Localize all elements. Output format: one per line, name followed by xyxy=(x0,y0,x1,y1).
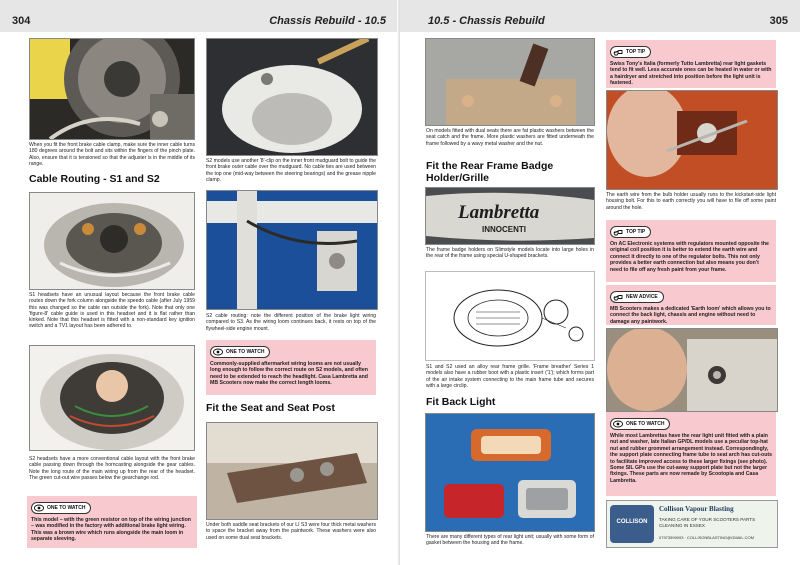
photo-s2-headset xyxy=(29,345,195,451)
eye-icon xyxy=(34,504,44,512)
note-text-2: Commonly-supplied aftermarket wiring looms are not usually long enough to follow the correct route on S2 models, and often need to be extended to reach the headlight. Casa Lambretta and MB Scooters now make the correct length looms. xyxy=(210,361,368,387)
pointing-hand-icon xyxy=(613,48,623,56)
tip-text-3: MB Scooters makes a dedicated 'Earth loom' which allows you to connect the back light, chassis and engine without need to damage any paintwork. xyxy=(610,306,771,325)
badge-label: ONE TO WATCH xyxy=(47,505,86,511)
badge-top-tip-2 xyxy=(610,226,651,238)
photo-frame-badge xyxy=(425,187,595,245)
tip-text-1: Swiss Tony's Italia (formerly Tutto Lambretta) rear light gaskets tend to fit well. Less accurate ones can be heated in water or with a hairdryer and stretched into position before the light unit is fastened. xyxy=(610,61,772,87)
badge-text-lambretta: Lambretta xyxy=(458,202,540,223)
left-running-title: Chassis Rebuild - 10.5 xyxy=(269,15,386,27)
advert-logo-text: COLLISON xyxy=(616,519,648,525)
note-text-3: While most Lambrettas have the rear light unit fitted with a plain nut and washer, late Italian GP/DL models use a peculiar top-hat nut and rubber grommet arrangement instead. Correspondingly, the support plate connecting frame tube to seat arch has cut-outs to facilitate improved access to these larger fixings (see photo). Some SIL GPs use the cut-away support plate but not the larger fixings. These parts are now remade by Scootopia and Casa Lambretta. xyxy=(610,433,772,484)
badge-one-to-watch-2 xyxy=(210,346,270,358)
caption-mudguard-clip: S2 models use another '8'-clip on the inner front mudguard bolt to guide the front brake outer cable over the mudguard. No cable ties are used between the top one (mid-way between the steering bearings) and the grease nipple clamp. xyxy=(206,158,376,183)
photo-s1-headset xyxy=(29,192,195,290)
tip-top-tip-2 xyxy=(606,220,776,282)
badge-one-to-watch-3 xyxy=(610,418,670,430)
caption-brake-cable-clamp: When you fit the front brake cable clamp, make sure the inner cable turns 180 degrees around the bolt and sits within the fingers of the pinch plate. Also, ensure that it is tensioned so that the adjuster is in the middle of its range. xyxy=(29,142,195,167)
badge-label: ONE TO WATCH xyxy=(226,349,265,355)
note-text-1: This model – with the green resistor on top of the wiring junction – was modified in the factory with additional brake light wiring. This was a brown wire which runs alongside the main loom in separate sleeving. xyxy=(31,517,191,543)
badge-label: TOP TIP xyxy=(626,229,646,235)
heading-cable-routing: Cable Routing - S1 and S2 xyxy=(29,173,160,185)
tip-text-2: On AC Electronic systems with regulators mounted opposite the original coil position it is better to extend the earth wire and connect it directly to one of the regulator bolts. This not only provides a better earth connection but also means you don't need to file off any fresh paint from your frame. xyxy=(610,241,769,273)
caption-rear-frame-grille: S1 and S2 used an alloy rear frame grille. 'Frame breather' Series 1 models also have a rubber boot with a plastic insert ('1'); which forms part of the air intake system connecting to the main frame tube and secures with a large circlip. xyxy=(426,364,594,389)
badge-new-advice xyxy=(610,291,664,303)
advert-collison-vapour-blasting xyxy=(606,500,778,548)
caption-s1-headset: S1 headsets have an unusual layout because the front brake cable routes down the fork column alongside the speedo cable (after July 1959 this was changed so the cable ran outside the fork). Note that only one 'figure-8' cable guide is used in this headset and it is flat rather than kinked. Note that this headset is fitted with a non-standard key ignition switch and a TV1 layout has been adhered to. xyxy=(29,292,195,330)
left-page-number: 304 xyxy=(12,15,31,27)
tip-new-advice xyxy=(606,285,776,325)
advert-tagline: TAKING CARE OF YOUR SCOOTERS PARTS CLEANING IN ESSEX xyxy=(659,517,756,528)
advert-contact: 07973599093 · COLLISONBLASTING@GMAIL.COM xyxy=(659,535,754,540)
caption-s2-headset: S2 headsets have a more conventional cable layout with the front brake cable passing down through the horncasting alongside the gear cables. Note the long route of the main wiring up from the rear of the headset. The green cut-out wire passes below the gearchange rod. xyxy=(29,456,195,481)
note-one-to-watch-3 xyxy=(606,412,776,496)
note-one-to-watch-1 xyxy=(27,496,197,548)
heading-rear-frame-badge: Fit the Rear Frame Badge Holder/Grille xyxy=(426,160,554,184)
right-page xyxy=(400,0,800,565)
caption-rear-light-units: There are many different types of rear light unit; usually with some form of gasket between the housing and the frame. xyxy=(426,534,594,547)
right-page-number: 305 xyxy=(769,15,788,27)
caption-s2-cable-routing: S2 cable routing: note the different position of the brake light wiring compared to S3. As the wiring loom continues back, it rests on top of the flywheel-side engine mount. xyxy=(206,313,376,332)
eye-icon xyxy=(213,348,223,356)
right-running-title: 10.5 - Chassis Rebuild xyxy=(428,15,545,27)
photo-mudguard-clip xyxy=(206,38,378,156)
diagram-rear-frame-grille xyxy=(425,271,595,361)
photo-s2-cable-routing xyxy=(206,190,378,310)
heading-fit-back-light: Fit Back Light xyxy=(426,396,496,408)
photo-seat-catch-washers xyxy=(425,38,595,126)
caption-seat-catch-washers: On models fitted with dual seats there are fat plastic washers between the seat catch and the frame. More plastic washers are fitted underneath the frame followed by a wavy metal washer and the nut. xyxy=(426,128,594,147)
photo-rear-light-grommet xyxy=(606,328,778,412)
note-one-to-watch-2 xyxy=(206,340,376,395)
badge-top-tip-1 xyxy=(610,46,651,58)
badge-label: TOP TIP xyxy=(626,49,646,55)
badge-text-innocenti: INNOCENTI xyxy=(482,225,526,234)
badge-label: ONE TO WATCH xyxy=(626,421,665,427)
caption-earth-wire: The earth wire from the bulb holder usually runs to the kickstart-side light housing bolt. For this to earth correctly you will have to file off some paint around the hole. xyxy=(606,192,776,211)
photo-brake-cable-clamp xyxy=(29,38,195,140)
badge-one-to-watch-1 xyxy=(31,502,91,514)
photo-seat-bracket-washers xyxy=(206,422,378,520)
tip-top-tip-1 xyxy=(606,40,776,88)
badge-label: NEW ADVICE xyxy=(626,294,658,300)
eye-icon xyxy=(613,420,623,428)
advert-title: Collison Vapour Blasting xyxy=(659,505,734,513)
pointing-hand-icon xyxy=(613,293,623,301)
caption-frame-badge: The frame badge holders on Slimstyle models locate into large holes in the rear of the frame using special U-shaped brackets. xyxy=(426,247,594,260)
pointing-hand-icon xyxy=(613,228,623,236)
heading-fit-seat: Fit the Seat and Seat Post xyxy=(206,402,335,414)
advert-logo xyxy=(610,505,654,543)
photo-earth-wire xyxy=(606,90,778,190)
caption-seat-bracket-washers: Under both saddle seat brackets of our LI S3 were four thick metal washers to space the bracket away from the paintwork. These washers were also used on some dual seat brackets. xyxy=(206,522,376,541)
photo-rear-light-units xyxy=(425,413,595,532)
